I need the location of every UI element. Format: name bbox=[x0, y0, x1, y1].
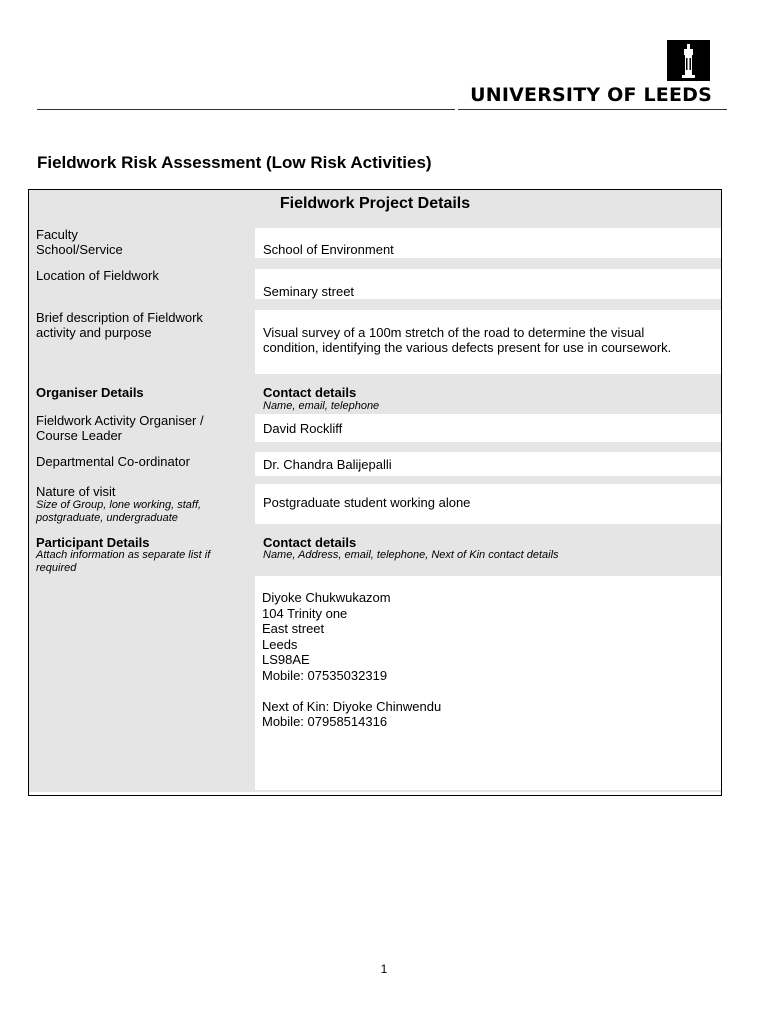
page-number: 1 bbox=[380, 962, 388, 976]
nature-of-visit-hint: Size of Group, lone working, staff, bbox=[36, 499, 202, 511]
participant-address-line: East street bbox=[262, 621, 325, 636]
organiser-value-cell bbox=[255, 414, 721, 442]
next-of-kin: Next of Kin: Diyoke Chinwendu bbox=[262, 698, 442, 714]
participant-contact-hint: Name, Address, email, telephone, Next of Kin contact details bbox=[263, 549, 559, 561]
description-label-2: activity and purpose bbox=[36, 325, 152, 340]
participant-details-hint-2: required bbox=[36, 562, 77, 574]
participant-postcode: LS98AE bbox=[262, 652, 310, 667]
organiser-details-label: Organiser Details bbox=[36, 385, 144, 400]
university-logo bbox=[667, 40, 710, 81]
location-label: Location of Fieldwork bbox=[36, 268, 159, 283]
organiser-contact-hint: Name, email, telephone bbox=[263, 400, 380, 412]
participant-mobile: Mobile: 07535032319 bbox=[262, 667, 388, 683]
participant-lines bbox=[262, 590, 441, 730]
coordinator-value: Dr. Chandra Balijepalli bbox=[263, 457, 392, 472]
description-value-2: condition, identifying the various defects present for use in coursework. bbox=[263, 340, 672, 355]
participant-name: Diyoke Chukwukazom bbox=[262, 590, 391, 605]
coordinator-value-cell bbox=[255, 452, 721, 476]
participant-contact-label: Contact details bbox=[263, 535, 357, 550]
participant-blank-line bbox=[262, 683, 441, 699]
school-service-label: School/Service bbox=[36, 242, 123, 257]
description-label: Brief description of Fieldwork bbox=[36, 310, 203, 325]
header-divider-left bbox=[37, 109, 455, 110]
nature-of-visit-value-cell bbox=[255, 484, 721, 524]
parkinson-tower-icon bbox=[667, 40, 710, 81]
nature-of-visit-label: Nature of visit bbox=[36, 484, 116, 499]
fieldwork-details-table bbox=[28, 189, 722, 796]
participant-address-line: 104 Trinity one bbox=[262, 605, 348, 621]
organiser-contact-label: Contact details bbox=[263, 385, 357, 400]
participant-city: Leeds bbox=[262, 636, 298, 652]
participant-details-hint: Attach information as separate list if bbox=[36, 549, 211, 561]
faculty-value: School of Environment bbox=[263, 242, 394, 257]
university-name: UNIVERSITY OF LEEDS bbox=[470, 84, 712, 106]
organiser-value: David Rockliff bbox=[263, 421, 343, 436]
course-leader-label: Course Leader bbox=[36, 428, 122, 443]
activity-organiser-label: Fieldwork Activity Organiser / bbox=[36, 413, 204, 428]
description-value: Visual survey of a 100m stretch of the road to determine the visual bbox=[263, 325, 645, 340]
participant-details-label: Participant Details bbox=[36, 535, 150, 550]
section-title: Fieldwork Project Details bbox=[279, 195, 471, 212]
section-header bbox=[29, 190, 721, 228]
location-value-cell bbox=[255, 269, 721, 299]
location-value: Seminary street bbox=[263, 284, 355, 299]
faculty-label: Faculty bbox=[36, 227, 78, 242]
coordinator-label: Departmental Co-ordinator bbox=[36, 454, 190, 469]
nature-of-visit-value: Postgraduate student working alone bbox=[263, 495, 471, 510]
participant-value-cell bbox=[255, 576, 721, 790]
next-of-kin-mobile: Mobile: 07958514316 bbox=[262, 714, 388, 729]
nature-of-visit-hint-2: postgraduate, undergraduate bbox=[36, 512, 178, 524]
description-value-cell bbox=[255, 310, 721, 374]
document-title: Fieldwork Risk Assessment (Low Risk Activities) bbox=[37, 153, 432, 172]
header-divider-right bbox=[458, 109, 727, 110]
faculty-value-cell bbox=[255, 228, 721, 258]
